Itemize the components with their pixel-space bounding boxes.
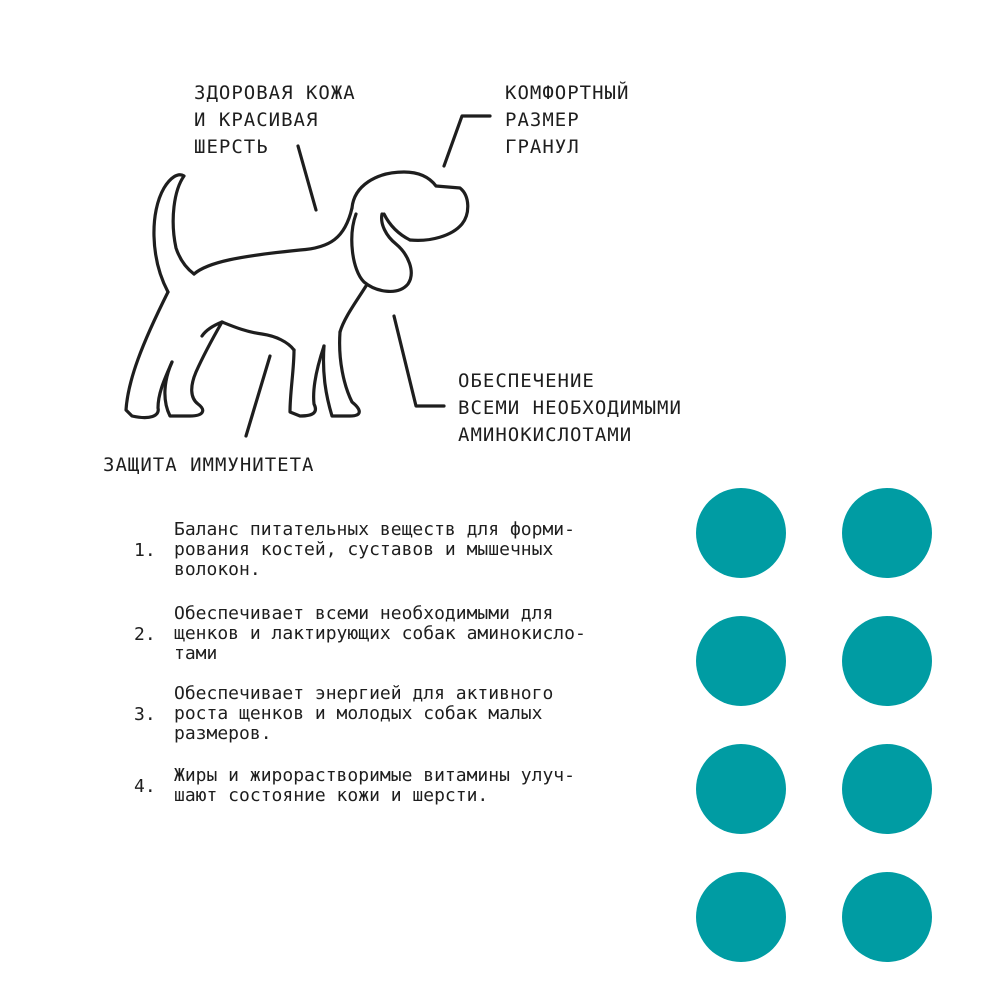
list-item-number: 1.	[134, 539, 156, 561]
dog-front-leg-back	[290, 346, 324, 416]
list-item	[134, 604, 586, 664]
dot-decoration	[842, 488, 932, 578]
dog-tail	[154, 175, 194, 292]
dot-decoration	[842, 616, 932, 706]
list-item-number: 2.	[134, 623, 156, 645]
dot-decoration	[842, 744, 932, 834]
dot-decoration	[696, 872, 786, 962]
callout-line: КОМФОРТНЫЙ	[505, 82, 630, 104]
dog-front-leg	[323, 332, 359, 416]
dot-decoration	[842, 872, 932, 962]
dog-head	[352, 172, 468, 240]
size-leader-line	[444, 116, 490, 166]
callout-immunity	[103, 452, 314, 479]
list-item	[134, 520, 575, 580]
callout-line: РАЗМЕР	[505, 109, 580, 131]
callout-amino-acids	[458, 368, 682, 449]
callout-line: ВСЕМИ НЕОБХОДИМЫМИ	[458, 397, 682, 419]
dog-chest	[340, 286, 366, 332]
dog-ear	[352, 214, 411, 291]
callout-line: ЗДОРОВАЯ КОЖА	[194, 82, 356, 104]
dog-belly	[222, 322, 294, 350]
callout-line: ОБЕСПЕЧЕНИЕ	[458, 370, 595, 392]
list-item-text: Обеспечивает энергией для активного роста щенков и молодых собак малых размеров.	[174, 683, 554, 744]
immunity-leader-line	[246, 356, 270, 436]
dog-back	[194, 208, 352, 274]
callout-line: ГРАНУЛ	[505, 136, 580, 158]
dot-decoration	[696, 616, 786, 706]
callout-line: ШЕРСТЬ	[194, 136, 269, 158]
amino-leader-line	[394, 316, 444, 406]
dog-hind-leg	[165, 322, 222, 416]
dot-decoration	[696, 744, 786, 834]
callout-line: ЗАЩИТА ИММУНИТЕТА	[103, 454, 315, 476]
callout-kibble-size	[505, 80, 629, 161]
callout-healthy-skin	[194, 80, 356, 161]
list-item-text: Жиры и жирорастворимые витамины улуч- шают состояние кожи и шерсти.	[174, 765, 575, 806]
list-item-number: 3.	[134, 703, 156, 725]
list-item	[134, 766, 575, 806]
list-item-text: Баланс питательных веществ для форми- рования костей, суставов и мышечных волокон.	[174, 519, 575, 580]
list-item	[134, 684, 553, 744]
list-item-number: 4.	[134, 775, 156, 797]
callout-line: АМИНОКИСЛОТАМИ	[458, 424, 633, 446]
list-item-text: Обеспечивает всеми необходимыми для щенков и лактирующих собак аминокисло- тами	[174, 603, 586, 664]
callout-line: И КРАСИВАЯ	[194, 109, 319, 131]
dot-decoration	[696, 488, 786, 578]
